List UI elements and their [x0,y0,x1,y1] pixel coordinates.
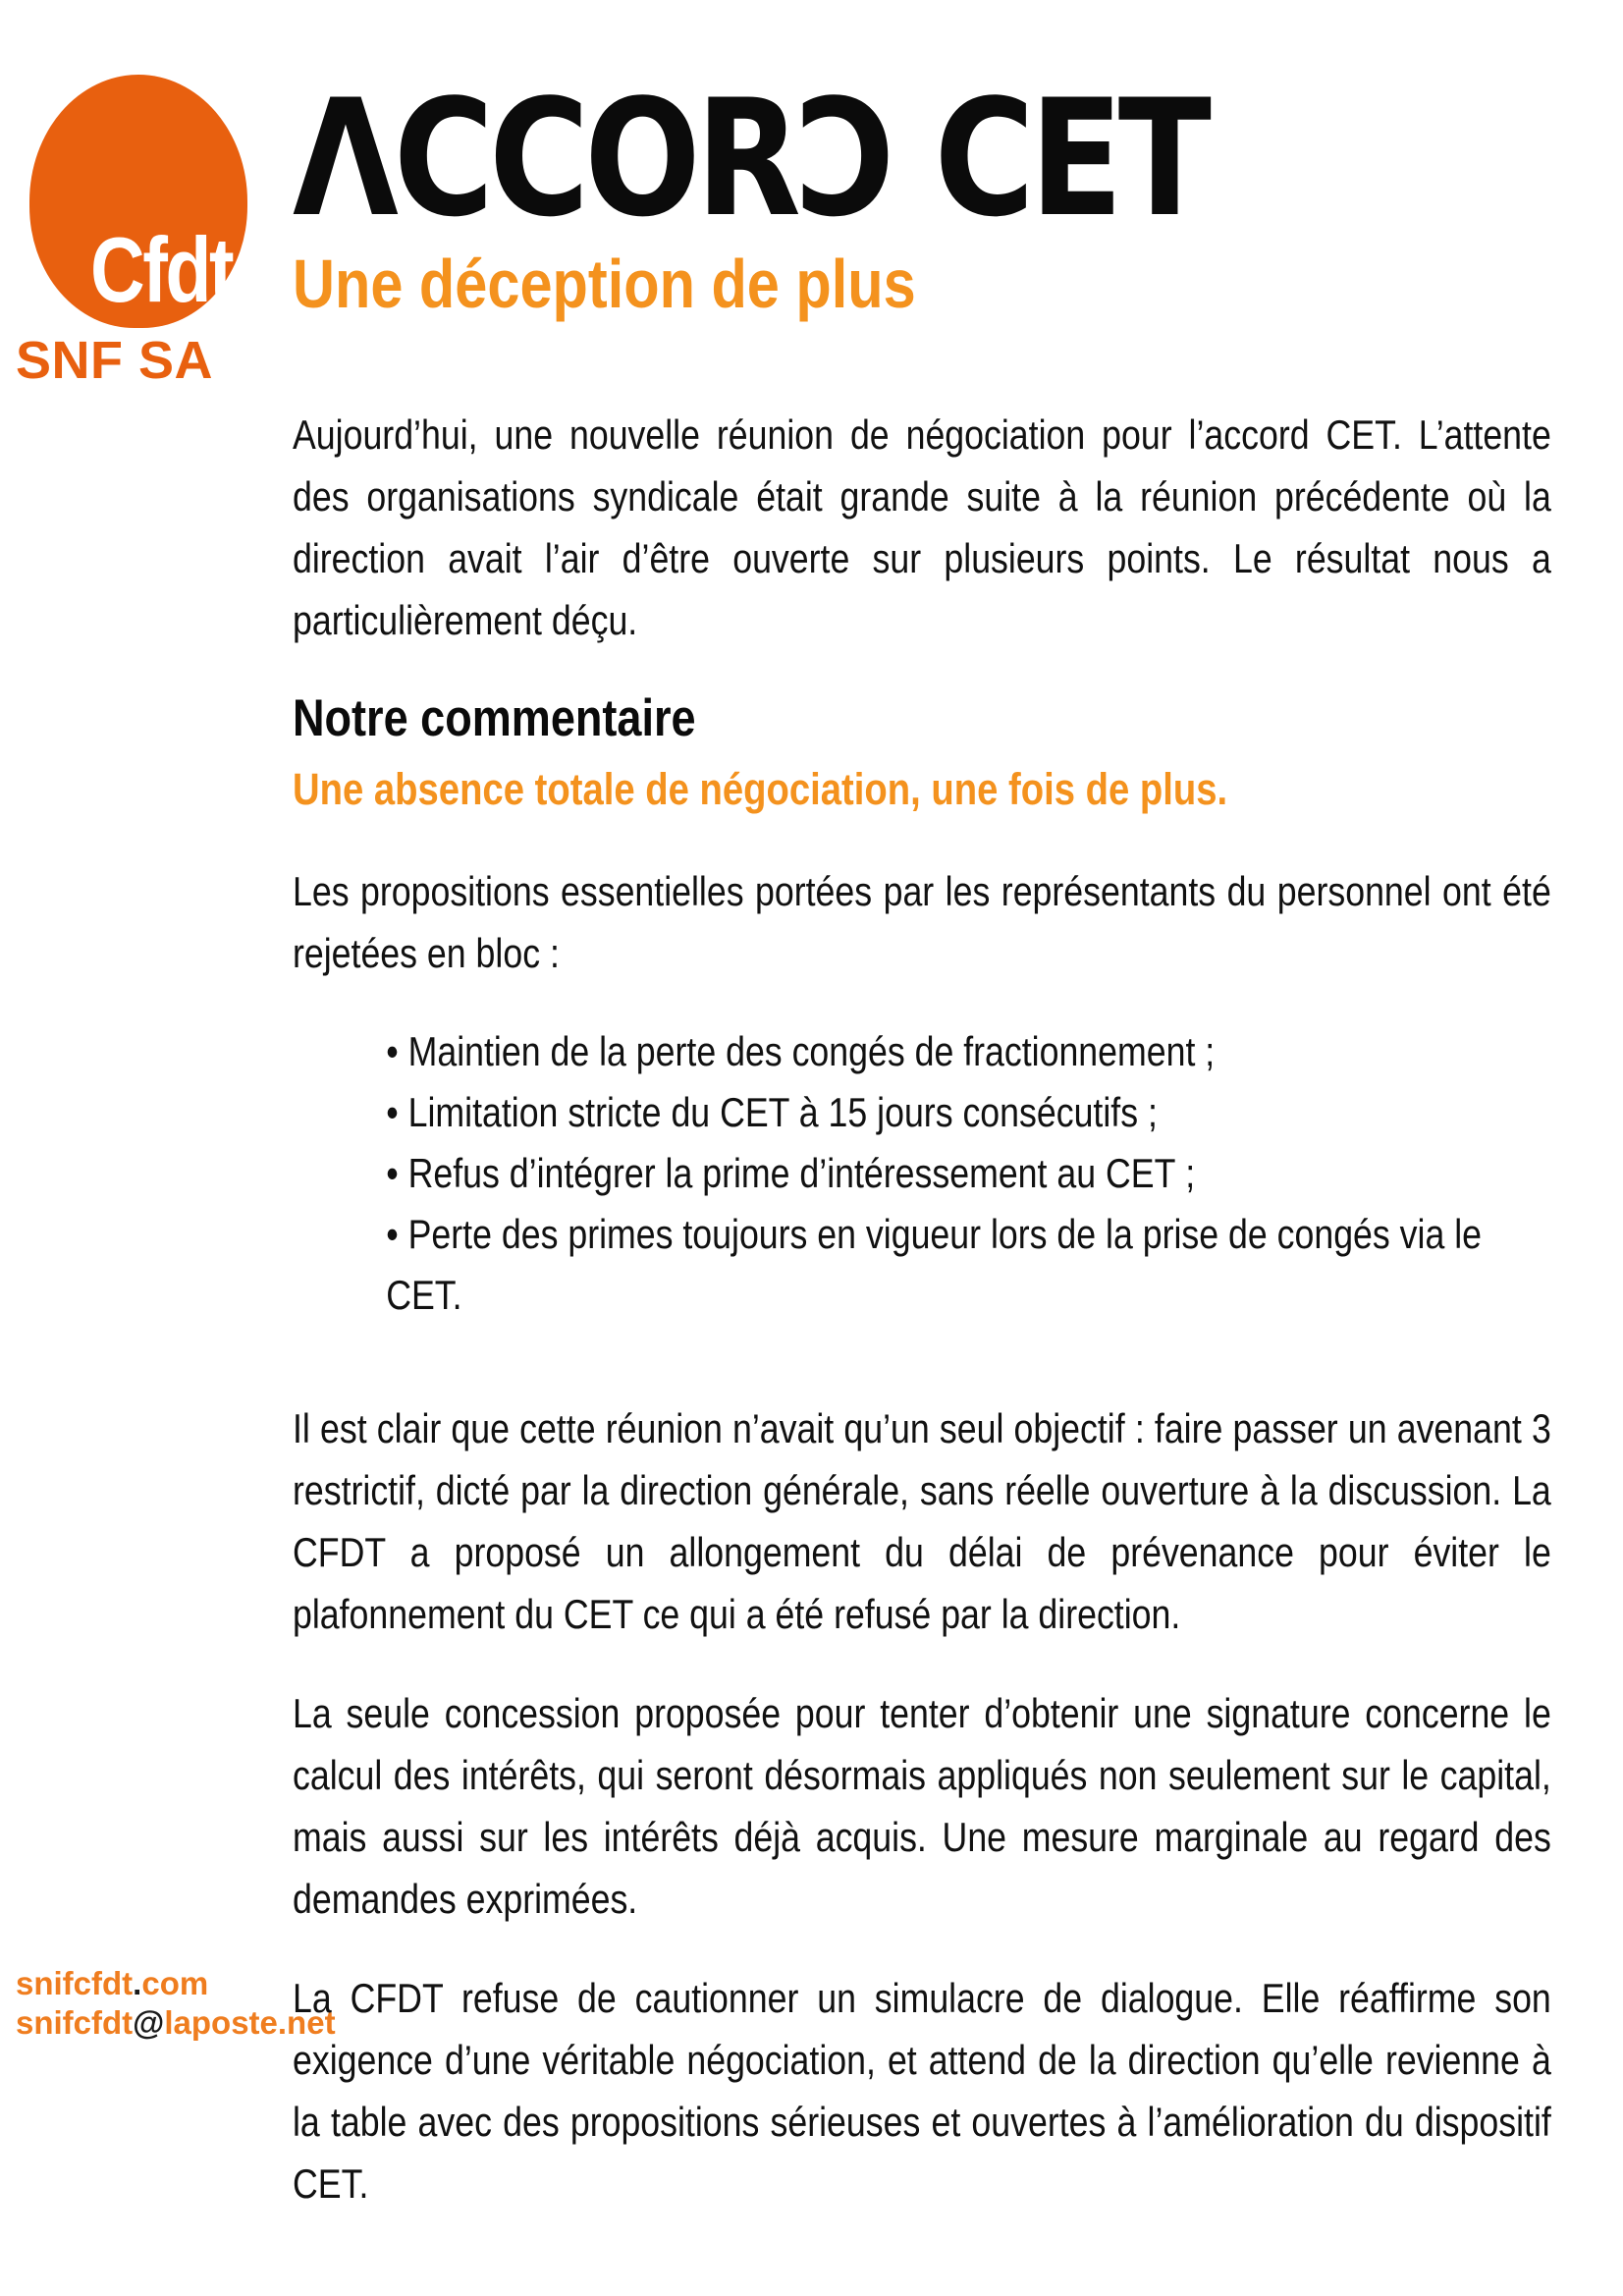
body-paragraph: La seule concession proposée pour tenter d’obtenir une signature concerne le calcul des intérêts, qui seront désormais appliqués non seulement sur le capital, mais aussi sur les intérêts déjà acquis. Une mesure marginale au regard des demandes exprimées. [293,1689,1551,1922]
list-intro-paragraph: Les propositions essentielles portées par les représentants du personnel ont été rejetées en bloc : [293,867,1551,976]
flyer-content [293,65,1551,2252]
email-at-separator: @ [133,2004,165,2042]
body-paragraph: La CFDT refuse de cautionner un simulacre de dialogue. Elle réaffirme son exigence d’une véritable négociation, et attend de la direction qu’elle revienne à la table avec des propositions sérieuses et ouvertes à l’amélioration du dispositif CET. [293,1974,1551,2207]
bullet-item: • Perte des primes toujours en vigueur lors de la prise de congés via le CET. [386,1204,1551,1326]
intro-paragraph: Aujourd’hui, une nouvelle réunion de négociation pour l’accord CET. L’attente des organisations syndicale était grande suite à la réunion précédente où la direction avait l’air d’être ouverte sur plusieurs points. Le résultat nous a particulièrement déçu. [293,410,1551,643]
bullet-item: • Refus d’intégrer la prime d’intéressement au CET ; [386,1143,1551,1204]
email-suffix: laposte.net [164,2004,336,2042]
website-separator: . [133,1965,142,2001]
email-prefix: snifcfdt [16,2004,134,2042]
bullet-list [293,1021,1551,1327]
website-link[interactable] [16,1964,336,2003]
website-suffix: com [141,1965,209,2001]
cfdt-logo [29,75,255,328]
body-paragraph: Il est clair que cette réunion n’avait qu’un seul objectif : faire passer un avenant 3 restrictif, dicté par la direction générale, sans réelle ouverture à la discussion. La CFDT a proposé un allongement du délai de prévenance pour éviter le plafonnement du CET ce qui a été refusé par la direction. [293,1404,1551,1637]
cfdt-logo-text: Cfdt: [90,218,255,321]
contact-block [16,1964,336,2044]
page-title: ΛCCORƆ CET [293,65,1207,252]
website-prefix: snifcfdt [16,1965,134,2001]
section-subheading: Une absence totale de négociation, une fois de plus. [293,763,1228,814]
page-subtitle: Une déception de plus [293,246,916,323]
org-label: SNF SA [16,331,214,390]
email-link[interactable] [16,2003,336,2043]
section-heading: Notre commentaire [293,688,696,747]
bullet-item: • Limitation stricte du CET à 15 jours consécutifs ; [386,1082,1551,1143]
bullet-item: • Maintien de la perte des congés de fractionnement ; [386,1021,1551,1082]
